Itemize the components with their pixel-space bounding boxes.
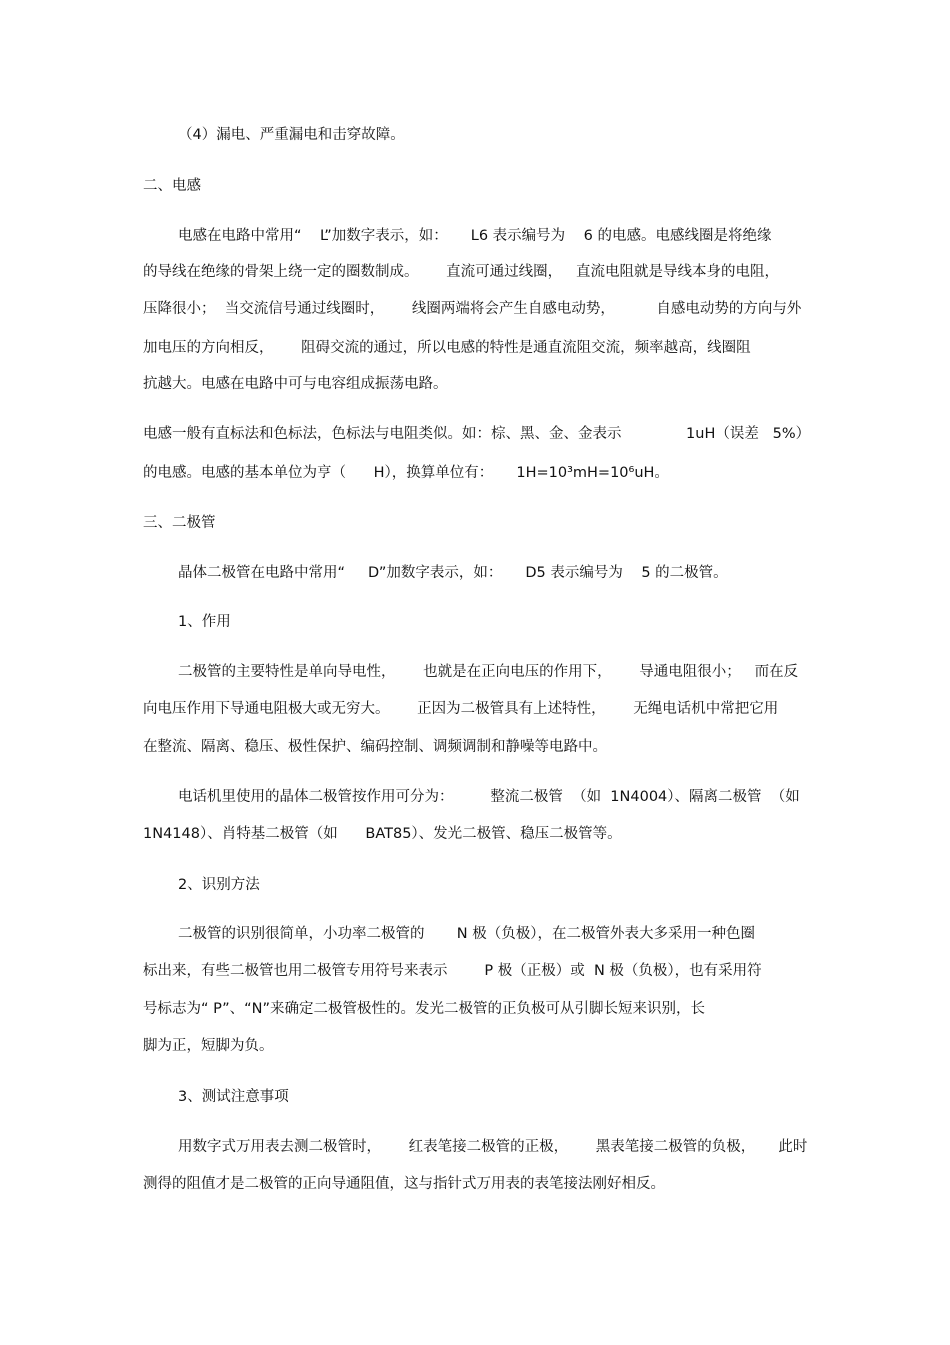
text-line-inductor-p1-1: 电感在电路中常用“ L”加数字表示，如： L6 表示编号为 6 的电感。电感线圈是将绝缘	[178, 228, 772, 244]
text-line-fault-item-4: （4）漏电、严重漏电和击穿故障。	[178, 127, 405, 143]
text-line-test-notes-1: 用数字式万用表去测二极管时， 红表笔接二极管的正极， 黑表笔接二极管的负极， 此时	[178, 1139, 808, 1155]
text-line-inductor-p1-4: 加电压的方向相反， 阻碍交流的通过，所以电感的特性是通直流阻交流，频率越高，线圈阻	[143, 340, 751, 356]
text-line-identification-2: 标出来，有些二极管也用二极管专用符号来表示 P 极（正极）或 N 极（负极），也有采用符	[143, 963, 762, 979]
text-line-identification-1: 二极管的识别很简单，小功率二极管的 N 极（负极），在二极管外表大多采用一种色圈	[178, 926, 755, 942]
text-line-function-1: 二极管的主要特性是单向导电性， 也就是在正向电压的作用下， 导通电阻很小； 而在反	[178, 664, 799, 680]
text-line-inductor-p2-1: 电感一般有直标法和色标法，色标法与电阻类似。如：棕、黑、金、金表示 1uH（误差 5%）	[143, 426, 811, 442]
text-line-types-1: 电话机里使用的晶体二极管按作用可分为： 整流二极管 （如 1N4004）、隔离二极管 （如	[178, 789, 800, 805]
subheading-function: 1、作用	[178, 614, 231, 630]
text-line-inductor-p1-2: 的导线在绝缘的骨架上绕一定的圈数制成。 直流可通过线圈， 直流电阻就是导线本身的电阻，	[143, 264, 779, 280]
text-line-function-2: 向电压作用下导通电阻极大或无穷大。 正因为二极管具有上述特性， 无绳电话机中常把它用	[143, 701, 779, 717]
section-heading-inductor: 二、电感	[143, 178, 201, 194]
subheading-test-notes: 3、测试注意事项	[178, 1089, 289, 1105]
text-line-function-3: 在整流、隔离、稳压、极性保护、编码控制、调频调制和静噪等电路中。	[143, 739, 607, 755]
text-line-inductor-p1-3: 压降很小； 当交流信号通过线圈时， 线圈两端将会产生自感电动势， 自感电动势的方向与外	[143, 301, 802, 317]
section-heading-diode: 三、二极管	[143, 515, 216, 531]
text-line-inductor-p2-2: 的电感。电感的基本单位为亨（ H），换算单位有： 1H=10³mH=10⁶uH。	[143, 465, 669, 481]
text-line-diode-intro: 晶体二极管在电路中常用“ D”加数字表示，如： D5 表示编号为 5 的二极管。	[178, 565, 728, 581]
text-line-identification-4: 脚为正，短脚为负。	[143, 1038, 274, 1054]
text-line-inductor-p1-5: 抗越大。电感在电路中可与电容组成振荡电路。	[143, 376, 448, 392]
subheading-identification: 2、识别方法	[178, 877, 260, 893]
text-line-identification-3: 号标志为“ P”、“N”来确定二极管极性的。发光二极管的正负极可从引脚长短来识别，长	[143, 1001, 706, 1017]
text-line-types-2: 1N4148）、肖特基二极管（如 BAT85）、发光二极管、稳压二极管等。	[143, 826, 622, 842]
text-line-test-notes-2: 测得的阻值才是二极管的正向导通阻值，这与指针式万用表的表笔接法刚好相反。	[143, 1176, 665, 1192]
